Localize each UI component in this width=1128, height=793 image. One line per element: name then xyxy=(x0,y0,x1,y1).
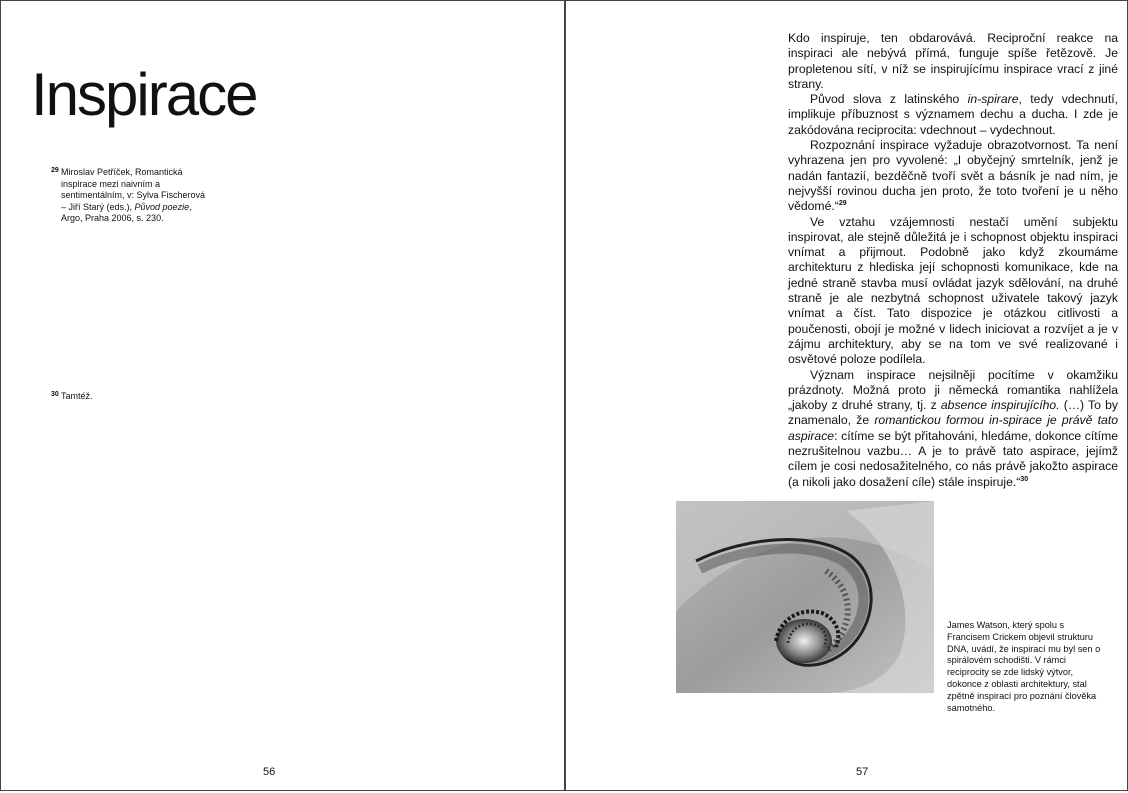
paragraph-2-italic: in-spirare xyxy=(967,92,1019,107)
left-page xyxy=(0,0,565,791)
footnote-italic-title: Původ poezie xyxy=(134,201,190,212)
paragraph-5-text-end: : cítíme se být přitahováni, hledáme, dokonce cítíme nezrušitelnou vazbu… A je to právě tato aspirace, jejímž cílem je cosi nedosažitelného, co nás právě jakožto aspirace (a nikoli jako dosažení cíle) stále inspiruje.“ xyxy=(788,428,1118,489)
page-number-right: 57 xyxy=(856,766,869,778)
paragraph-3 xyxy=(788,138,1118,214)
paragraph-5-italic-1: absence inspirujícího. xyxy=(940,398,1060,413)
paragraph-1: Kdo inspiruje, ten obdarovává. Reciproční reakce na inspiraci ale nebývá přímá, funguje spíše řetězově. Je propletenou sítí, v níž se inspirujícímu inspirace vrací z jiné strany. xyxy=(788,31,1118,91)
footnote-text-end: , Argo, Praha 2006, s. 230. xyxy=(61,201,192,223)
paragraph-2-text: Původ slova z latinského xyxy=(810,92,968,107)
paragraph-4: Ve vztahu vzájemnosti nestačí umění subjektu inspirovat, ale stejně důležitá je i schopnost objektu inspiraci vnímat a přijmout. Podobně jako když zkoumáme architekturu z hlediska její schopnosti komunikace, kde na jedné straně stavba musí ovládat jazyk sdělování, na druhé straně je ale nezbytná schopnost uživatele takový jazyk vnímat a číst. Tato dispozice je otázkou citlivosti a poučenosti, obojí je možné v lidech iniciovat a rozvíjet a je v zájmu architektury, aby se na tom ve své realizované i osvětové poloze podílela. xyxy=(788,214,1118,367)
footnote-number: 29 xyxy=(51,167,59,174)
paragraph-5-text-mid: (…) To by znamenalo, že xyxy=(788,398,1118,428)
footnote-text: Tamtéž. xyxy=(61,391,93,401)
footnote-text: Miroslav Petříček, Romantická inspirace mezi naivním a sentimentálním, v: Sylva Fischerová – Jiří Starý (eds.), xyxy=(61,167,206,212)
footnote-ref-29[interactable]: 29 xyxy=(838,200,847,208)
paragraph-5-text: Význam inspirace nejsilněji pocítíme v okamžiku prázdnoty. Možná proto ji německá romantika nahlížela „jakoby z druhé strany, tj. z xyxy=(788,367,1118,413)
paragraph-2 xyxy=(788,92,1118,138)
paragraph-5 xyxy=(788,368,1118,490)
page-number-left: 56 xyxy=(263,766,276,778)
footnote-30 xyxy=(51,391,211,403)
body-text xyxy=(788,31,1118,490)
staircase-illustration xyxy=(676,501,934,693)
footnote-number: 30 xyxy=(51,391,59,398)
paragraph-3-text: Rozpoznání inspirace vyžaduje obrazotvornost. Ta není vyhrazena jen pro vyvolené: „I obyčejný smrtelník, jenž je nadán fantazií, bezděčně tvoří svět a básník je nad ním, je nejvyšší rovinou ducha jen proto, že toto tvoření je u něho vědomé.“ xyxy=(788,138,1118,214)
footnote-ref-30[interactable]: 30 xyxy=(1020,475,1029,483)
footnote-29 xyxy=(51,167,211,225)
paragraph-5-italic-2: romantickou formou in-spirace je právě tato aspirace xyxy=(788,413,1118,443)
spiral-staircase-photo xyxy=(676,501,934,693)
right-page xyxy=(565,0,1128,791)
photo-caption: James Watson, který spolu s Francisem Crickem objevil strukturu DNA, uvádí, že inspirací mu byl sen o spirálovém schodišti. V rámci reciprocity se zde lidský výtvor, dokonce z oblasti architektury, stal zpětně inspirací pro poznání člověka samotného. xyxy=(947,620,1101,713)
chapter-title: Inspirace xyxy=(31,61,257,129)
paragraph-2-text-end: , tedy vdechnutí, implikuje příbuznost s významem dechu a ducha. I zde je zakódována reciprocita: vdechnout – vydechnout. xyxy=(788,92,1118,137)
